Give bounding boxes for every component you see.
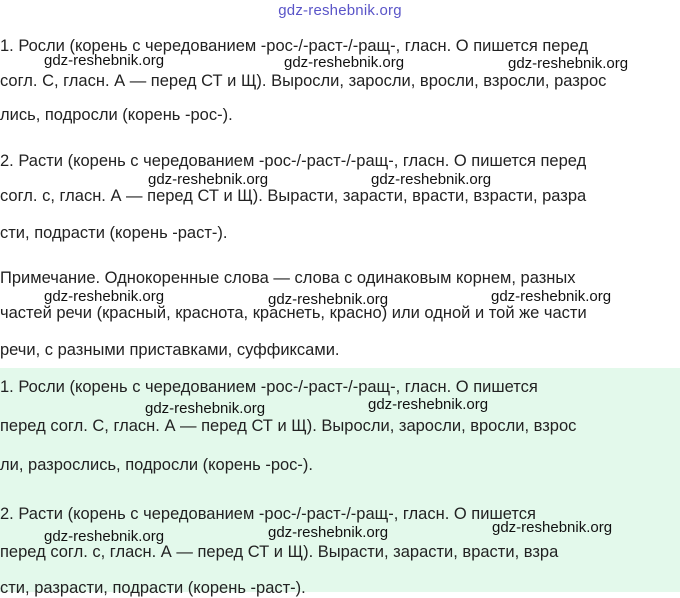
answer-line: согл. с, гласн. А — перед СТ и Щ). Вырасти, зарасти, врасти, взрасти, разра	[0, 187, 587, 205]
watermark: gdz-reshebnik.org	[284, 54, 405, 71]
answer-line: 1. Росли (корень с чередованием -рос-/-раст-/-ращ-, гласн. О пишется	[0, 378, 538, 396]
answer-block-1	[0, 33, 680, 368]
answer-line: 2. Расти (корень с чередованием -рос-/-раст-/-ращ-, гласн. О пишется	[0, 505, 536, 523]
answer-line: ли, разрослись, подросли (корень -рос-).	[0, 456, 314, 474]
answer-line: сти, подрасти (корень -раст-).	[0, 224, 228, 242]
answer-line: перед согл. с, гласн. А — перед СТ и Щ). Вырасти, зарасти, врасти, взра	[0, 543, 559, 561]
answer-line: частей речи (красный, краснота, краснеть, красно) или одной и той же части	[0, 304, 587, 322]
watermark: gdz-reshebnik.org	[44, 288, 165, 305]
answer-line: лись, подросли (корень -рос-).	[0, 106, 233, 124]
watermark: gdz-reshebnik.org	[268, 291, 389, 308]
answer-line: 2. Расти (корень с чередованием -рос-/-раст-/-ращ-, гласн. О пишется перед	[0, 152, 587, 170]
answer-line: Примечание. Однокоренные слова — слова с одинаковым корнем, разных	[0, 269, 576, 287]
answer-line: 1. Росли (корень с чередованием -рос-/-раст-/-ращ-, гласн. О пишется перед	[0, 37, 589, 55]
watermark: gdz-reshebnik.org	[44, 528, 165, 545]
answer-line: согл. С, гласн. А — перед СТ и Щ). Выросли, заросли, вросли, взросли, разрос	[0, 72, 607, 90]
watermark: gdz-reshebnik.org	[371, 171, 492, 188]
watermark: gdz-reshebnik.org	[492, 519, 613, 536]
site-header[interactable]: gdz-reshebnik.org	[278, 2, 402, 19]
answer-line: речи, с разными приставками, суффиксами.	[0, 341, 340, 359]
watermark: gdz-reshebnik.org	[145, 400, 266, 417]
answer-line: сти, разрасти, подрасти (корень -раст-).	[0, 579, 306, 597]
watermark: gdz-reshebnik.org	[368, 396, 489, 413]
watermark: gdz-reshebnik.org	[268, 524, 389, 541]
answer-line: перед согл. С, гласн. А — перед СТ и Щ). Выросли, заросли, вросли, взрос	[0, 417, 577, 435]
answer-block-2	[0, 368, 680, 597]
watermark: gdz-reshebnik.org	[508, 55, 629, 72]
watermark: gdz-reshebnik.org	[148, 171, 269, 188]
watermark: gdz-reshebnik.org	[491, 288, 612, 305]
watermark: gdz-reshebnik.org	[44, 52, 165, 69]
